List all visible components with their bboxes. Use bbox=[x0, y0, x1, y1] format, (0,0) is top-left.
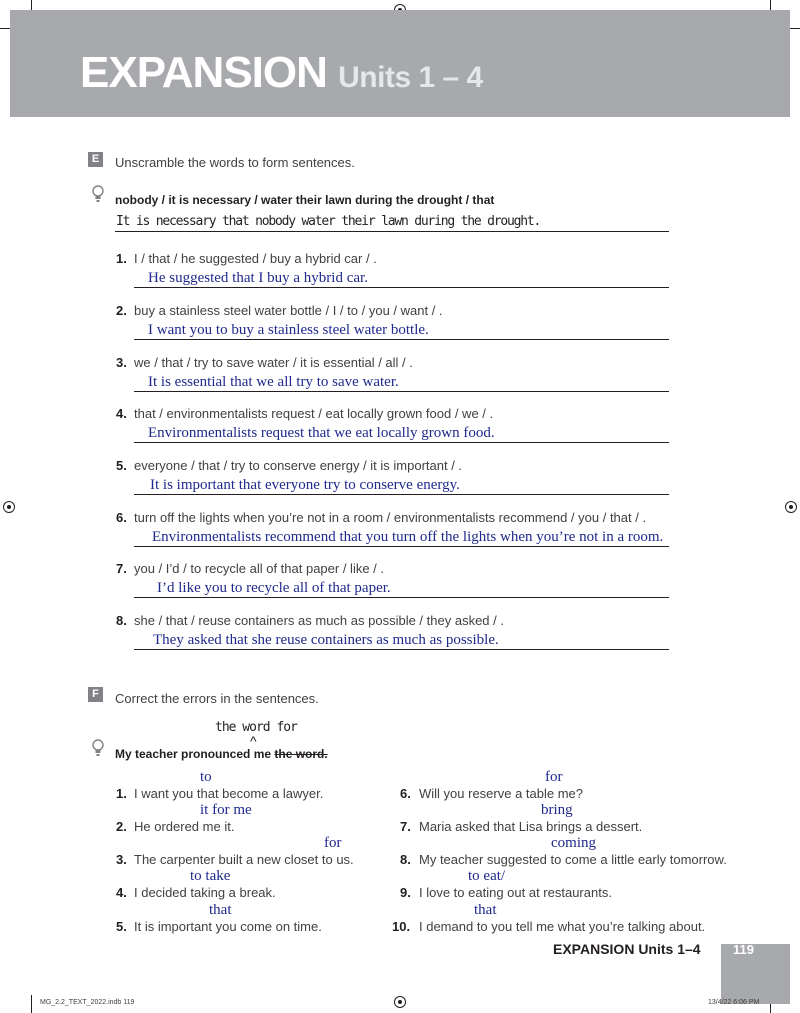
registration-mark-icon bbox=[785, 501, 797, 513]
item-sentence: I decided taking a break. bbox=[134, 885, 276, 900]
item-number: 5. bbox=[116, 919, 127, 934]
item-number: 3. bbox=[116, 852, 127, 867]
print-slug-right: 13/4/22 6:06 PM bbox=[708, 999, 760, 1006]
page-title bbox=[80, 48, 483, 98]
handwritten-correction: bring bbox=[541, 802, 573, 818]
title-subtitle: Units 1 – 4 bbox=[338, 61, 483, 94]
answer-line bbox=[134, 597, 669, 598]
item-number: 3. bbox=[116, 355, 127, 370]
item-sentence: I love to eating out at restaurants. bbox=[419, 885, 612, 900]
item-number: 4. bbox=[116, 406, 127, 421]
item-number: 4. bbox=[116, 885, 127, 900]
item-number: 1. bbox=[116, 786, 127, 801]
page-number: 119 bbox=[733, 942, 754, 957]
print-slug-left: MG_2.2_TEXT_2022.indb 119 bbox=[40, 999, 135, 1006]
example-insertion: the word for bbox=[215, 720, 297, 735]
handwritten-correction: that bbox=[209, 902, 232, 918]
item-number: 6. bbox=[116, 510, 127, 525]
handwritten-correction: for bbox=[324, 835, 342, 851]
footer-title: EXPANSION Units 1–4 bbox=[553, 941, 701, 957]
example-sentence bbox=[115, 747, 328, 761]
item-number: 9. bbox=[400, 885, 411, 900]
item-prompt: turn off the lights when you’re not in a room / environmentalists recommend / you / that / . bbox=[134, 510, 647, 525]
item-prompt: she / that / reuse containers as much as possible / they asked / . bbox=[134, 613, 504, 628]
item-number: 7. bbox=[116, 561, 127, 576]
handwritten-answer: It is essential that we all try to save water. bbox=[148, 374, 399, 390]
example-answer: It is necessary that nobody water their lawn during the drought. bbox=[116, 214, 541, 229]
handwritten-answer: Environmentalists request that we eat locally grown food. bbox=[148, 425, 495, 441]
item-number: 2. bbox=[116, 303, 127, 318]
registration-mark-icon bbox=[394, 996, 406, 1008]
item-prompt: buy a stainless steel water bottle / I / to / you / want / . bbox=[134, 303, 443, 318]
item-number: 2. bbox=[116, 819, 127, 834]
item-number: 8. bbox=[400, 852, 411, 867]
answer-line bbox=[115, 231, 669, 232]
handwritten-answer: They asked that she reuse containers as much as possible. bbox=[153, 632, 499, 648]
handwritten-answer: I want you to buy a stainless steel water bottle. bbox=[148, 322, 429, 338]
section-e-badge: E bbox=[88, 152, 103, 167]
item-number: 8. bbox=[116, 613, 127, 628]
item-number: 10. bbox=[392, 919, 411, 934]
answer-line bbox=[134, 442, 669, 443]
answer-line bbox=[134, 339, 669, 340]
example-struck-text: the word. bbox=[274, 747, 328, 761]
item-sentence: He ordered me it. bbox=[134, 819, 235, 834]
item-prompt: we / that / try to save water / it is essential / all / . bbox=[134, 355, 413, 370]
handwritten-answer: Environmentalists recommend that you turn off the lights when you’re not in a room. bbox=[152, 529, 664, 545]
example-sentence-start: My teacher pronounced me bbox=[115, 747, 275, 761]
item-sentence: Will you reserve a table me? bbox=[419, 786, 584, 801]
item-prompt: I / that / he suggested / buy a hybrid car / . bbox=[134, 251, 377, 266]
item-sentence: My teacher suggested to come a little early tomorrow. bbox=[419, 852, 727, 867]
handwritten-correction: for bbox=[545, 769, 563, 785]
item-number: 5. bbox=[116, 458, 127, 473]
item-sentence: Maria asked that Lisa brings a dessert. bbox=[419, 819, 643, 834]
answer-line bbox=[134, 391, 669, 392]
page-number-tab bbox=[721, 944, 790, 1004]
lightbulb-icon bbox=[92, 739, 104, 757]
answer-line bbox=[134, 546, 669, 547]
handwritten-answer: It is important that everyone try to conserve energy. bbox=[150, 477, 460, 493]
example-prompt: nobody / it is necessary / water their lawn during the drought / that bbox=[115, 193, 495, 207]
item-number: 1. bbox=[116, 251, 127, 266]
title-main: EXPANSION bbox=[80, 48, 327, 97]
item-number: 7. bbox=[400, 819, 411, 834]
handwritten-answer: I’d like you to recycle all of that paper. bbox=[157, 580, 391, 596]
item-prompt: that / environmentalists request / eat locally grown food / we / . bbox=[134, 406, 494, 421]
item-prompt: everyone / that / try to conserve energy / it is important / . bbox=[134, 458, 463, 473]
handwritten-correction: to take bbox=[190, 868, 231, 884]
handwritten-correction: to eat/ bbox=[468, 868, 506, 884]
item-sentence: It is important you come on time. bbox=[134, 919, 322, 934]
handwritten-answer: He suggested that I buy a hybrid car. bbox=[148, 270, 368, 286]
handwritten-correction: that bbox=[474, 902, 497, 918]
handwritten-correction: to bbox=[200, 769, 212, 785]
crop-mark bbox=[31, 995, 32, 1013]
item-sentence: I want you that become a lawyer. bbox=[134, 786, 324, 801]
answer-line bbox=[134, 494, 669, 495]
handwritten-correction: coming bbox=[551, 835, 596, 851]
answer-line bbox=[134, 287, 669, 288]
section-e-instruction: Unscramble the words to form sentences. bbox=[115, 155, 355, 170]
insertion-caret: ^ bbox=[250, 733, 257, 749]
item-sentence: The carpenter built a new closet to us. bbox=[134, 852, 354, 867]
item-number: 6. bbox=[400, 786, 411, 801]
lightbulb-icon bbox=[92, 185, 104, 203]
section-f-badge: F bbox=[88, 687, 103, 702]
registration-mark-icon bbox=[3, 501, 15, 513]
item-prompt: you / I’d / to recycle all of that paper / like / . bbox=[134, 561, 385, 576]
item-sentence: I demand to you tell me what you’re talking about. bbox=[419, 919, 706, 934]
answer-line bbox=[134, 649, 669, 650]
handwritten-correction: it for me bbox=[200, 802, 252, 818]
section-f-instruction: Correct the errors in the sentences. bbox=[115, 691, 319, 706]
